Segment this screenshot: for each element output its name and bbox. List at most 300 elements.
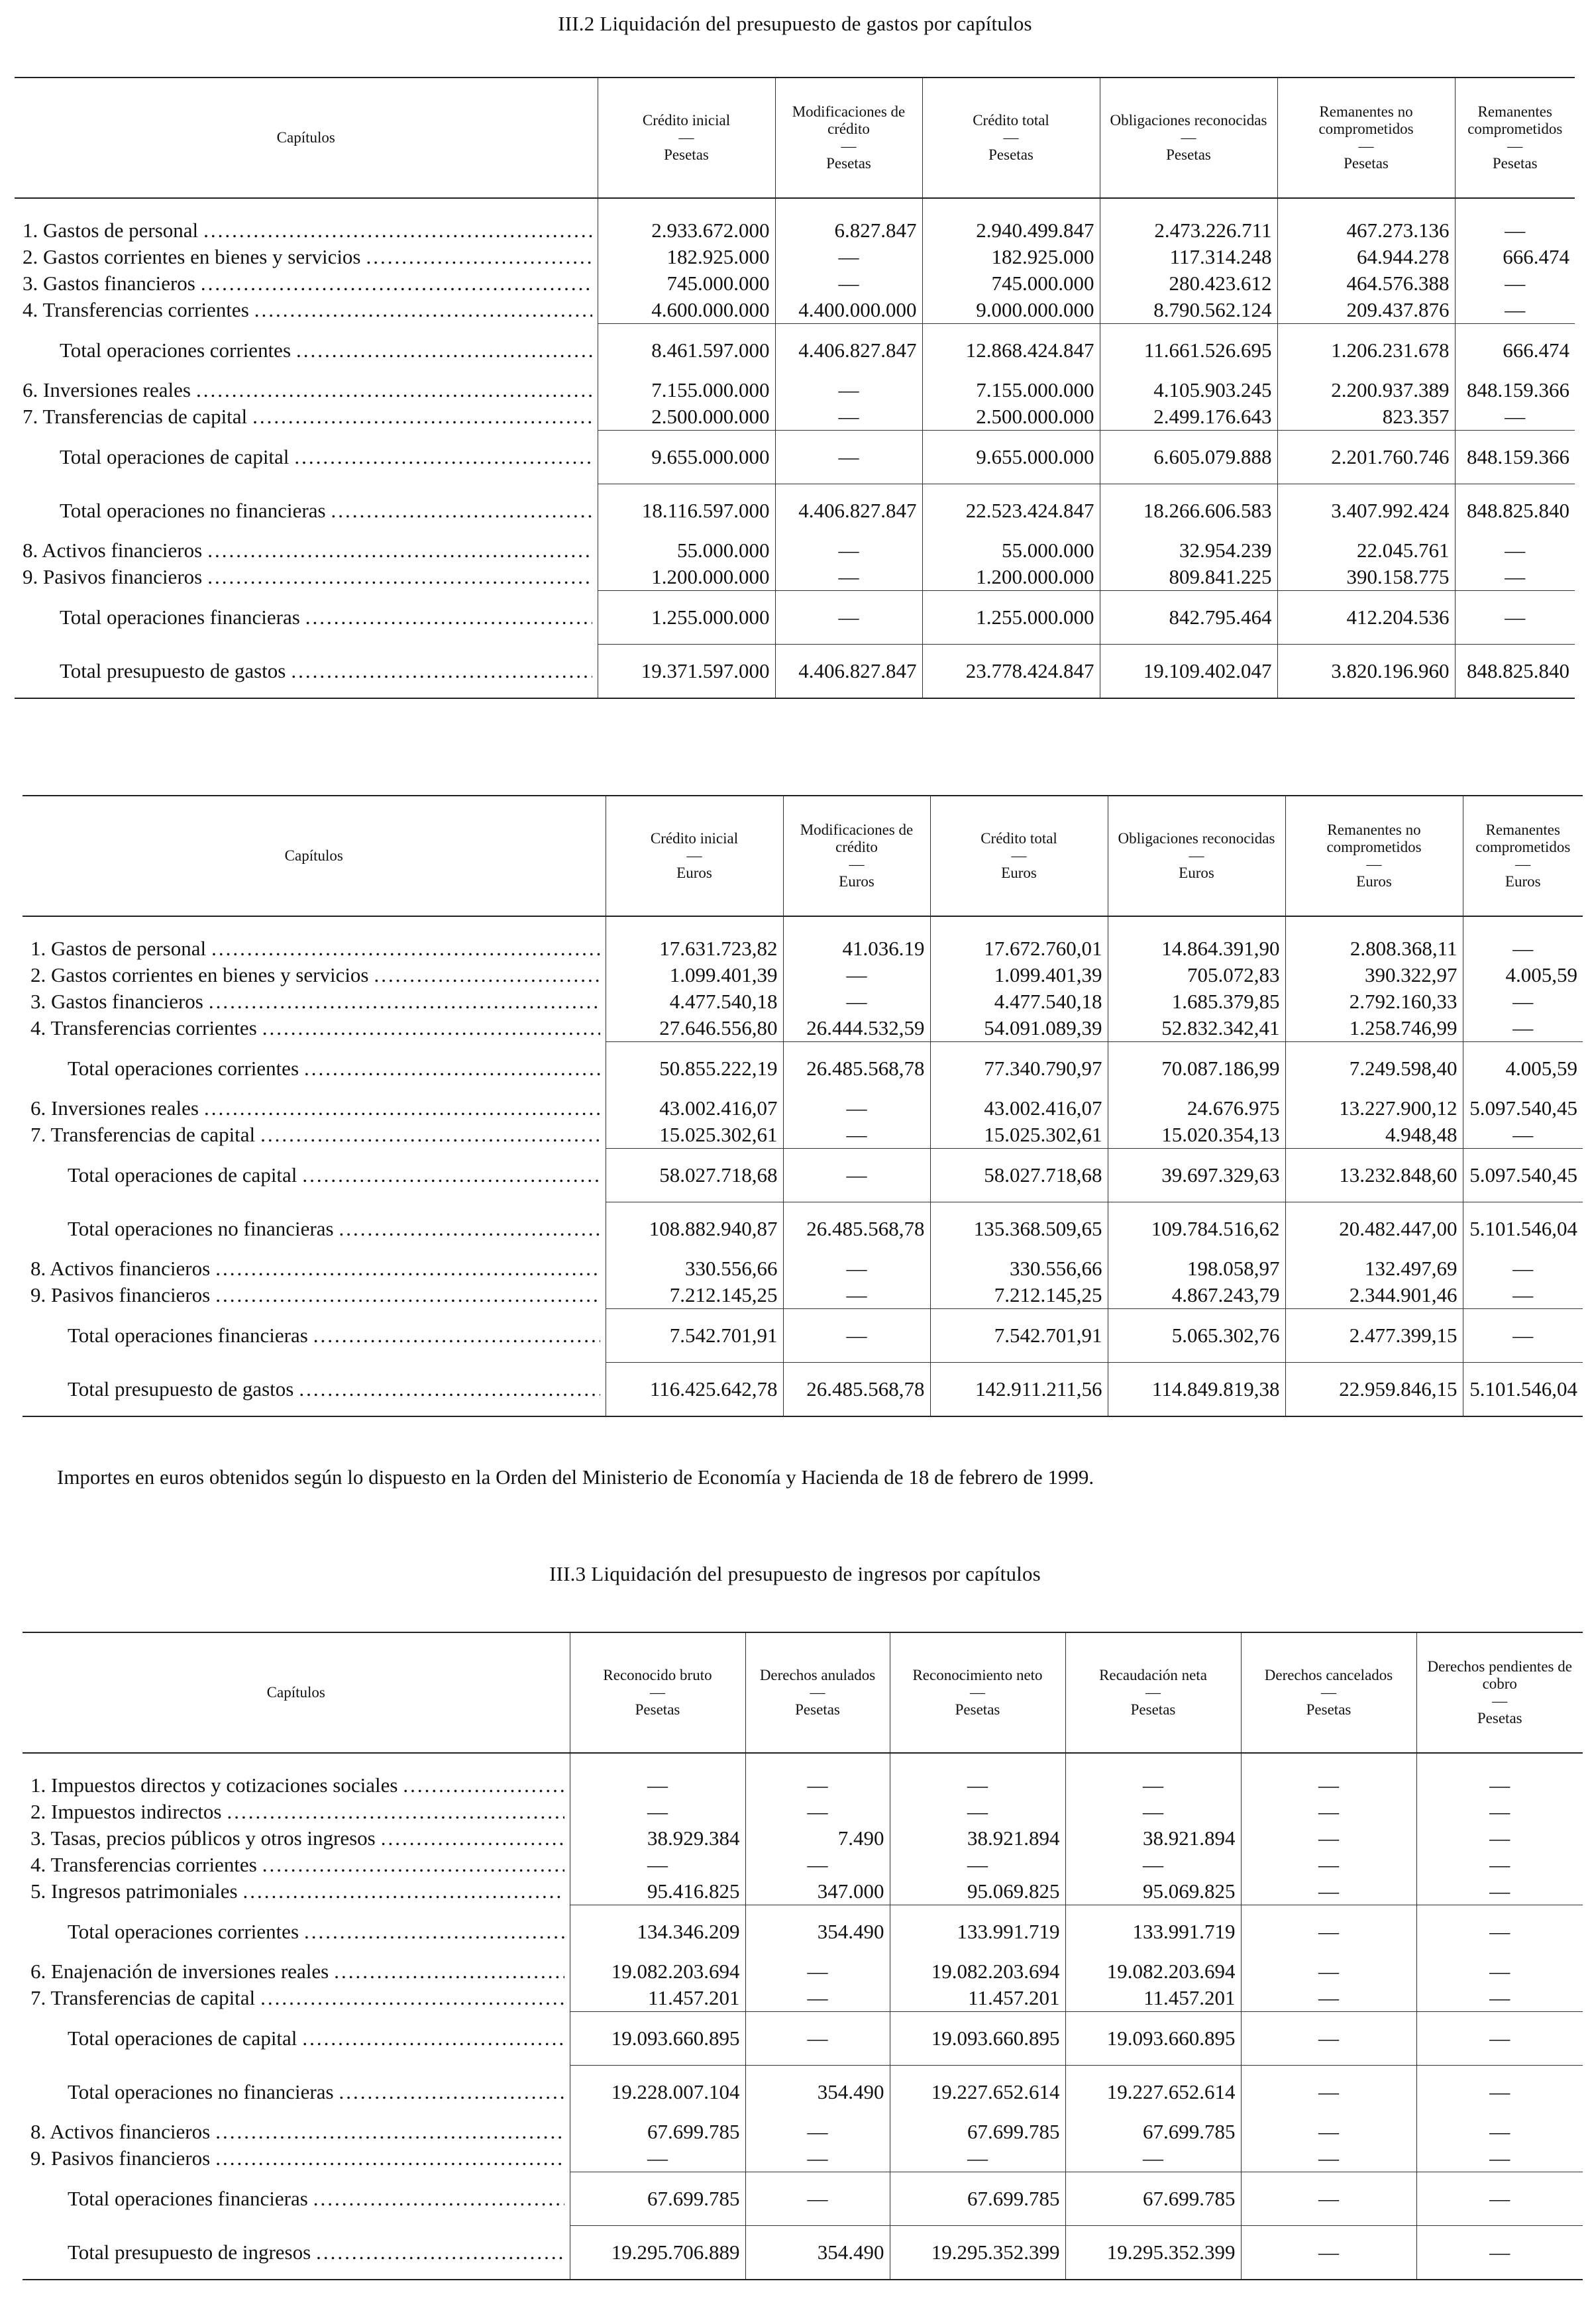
value-cell: 117.314.248	[1100, 244, 1277, 270]
table-row	[15, 564, 1575, 591]
leader-dots	[313, 2186, 564, 2212]
table-row	[23, 1799, 1583, 1825]
value-cell: —	[1241, 2145, 1416, 2172]
row-label-wrap	[68, 1919, 564, 1945]
row-label-wrap	[68, 1162, 600, 1188]
spacer-cell	[890, 1753, 1065, 1772]
table-row	[23, 1878, 1583, 1905]
value-cell: —	[775, 403, 922, 431]
row-label	[23, 2145, 570, 2172]
value-cell: —	[1416, 2226, 1583, 2280]
column-header-dash: —	[849, 856, 865, 872]
value-cell: 70.087.186,99	[1108, 1042, 1285, 1096]
row-label-text: Total operaciones corrientes	[68, 1919, 299, 1943]
row-label-wrap	[30, 1282, 600, 1308]
spacer-row	[23, 916, 1583, 935]
row-label-text: Total operaciones financieras	[68, 2187, 308, 2210]
value-cell: 109.784.516,62	[1108, 1202, 1285, 1256]
spacer-cell	[606, 916, 783, 935]
value-cell: 67.699.785	[890, 2119, 1065, 2145]
row-label	[15, 244, 598, 270]
value-cell: 55.000.000	[598, 537, 775, 564]
gastos-euros-table	[23, 795, 1583, 1417]
row-label-wrap	[30, 1852, 564, 1878]
spacer-row	[23, 1753, 1583, 1772]
row-label-text: 6. Inversiones reales	[30, 1096, 199, 1120]
value-cell: 848.825.840	[1455, 645, 1575, 699]
value-cell: —	[1416, 2145, 1583, 2172]
value-cell: 4.406.827.847	[775, 645, 922, 699]
row-label-text: Total operaciones no financieras	[68, 2080, 334, 2103]
row-label-wrap	[68, 1216, 600, 1242]
table-row	[23, 1122, 1583, 1149]
value-cell: —	[783, 1122, 930, 1149]
spacer-cell	[745, 1753, 890, 1772]
column-header-dash: —	[1507, 138, 1523, 154]
value-cell: 198.058,97	[1108, 1255, 1285, 1282]
value-cell: 209.437.876	[1277, 297, 1455, 324]
row-label	[23, 1042, 606, 1096]
row-label	[23, 1799, 570, 1825]
row-label	[15, 270, 598, 297]
table-row	[15, 403, 1575, 431]
row-label	[23, 935, 606, 962]
column-header-title: Modificaciones de crédito	[792, 103, 906, 137]
row-label-wrap	[68, 2239, 564, 2266]
leader-dots	[294, 444, 592, 470]
value-cell: 2.473.226.711	[1100, 217, 1277, 244]
spacer-cell	[1416, 1753, 1583, 1772]
value-cell: 4.477.540,18	[930, 988, 1108, 1015]
column-header-title: Obligaciones reconocidas	[1118, 830, 1275, 847]
value-cell: 9.655.000.000	[598, 431, 775, 484]
value-cell: 19.093.660.895	[890, 2012, 1065, 2066]
leader-dots	[299, 1376, 600, 1402]
value-cell: 26.485.568,78	[783, 1202, 930, 1256]
value-cell: —	[1416, 1878, 1583, 1905]
column-header	[1277, 78, 1455, 198]
value-cell: —	[1416, 1772, 1583, 1799]
column-header	[1455, 78, 1575, 198]
value-cell: —	[1463, 935, 1583, 962]
column-header-dash: —	[1011, 847, 1027, 864]
value-cell: 2.933.672.000	[598, 217, 775, 244]
value-cell: 7.155.000.000	[598, 377, 775, 403]
value-cell: —	[1455, 591, 1575, 645]
value-cell: 116.425.642,78	[606, 1363, 783, 1417]
row-label-wrap	[23, 270, 592, 297]
leader-dots	[203, 217, 592, 244]
value-cell: 95.069.825	[1065, 1878, 1241, 1905]
value-cell: 95.069.825	[890, 1878, 1065, 1905]
value-cell: 8.790.562.124	[1100, 297, 1277, 324]
row-label	[23, 2119, 570, 2145]
row-label-wrap	[23, 297, 592, 323]
row-label-text: Total operaciones de capital	[68, 2027, 297, 2050]
value-cell: 6.827.847	[775, 217, 922, 244]
value-cell: 22.959.846,15	[1285, 1363, 1463, 1417]
row-label	[15, 537, 598, 564]
row-label	[23, 1122, 606, 1149]
row-label	[23, 1309, 606, 1363]
column-header-dash: —	[1492, 1693, 1508, 1709]
row-label	[23, 1255, 606, 1282]
column-header-dash: —	[970, 1684, 985, 1701]
value-cell: 4.948,48	[1285, 1122, 1463, 1149]
spacer-cell	[1455, 198, 1575, 217]
row-label-wrap	[68, 1322, 600, 1349]
value-cell: 22.523.424.847	[922, 484, 1100, 538]
spacer-cell	[922, 198, 1100, 217]
row-label-text: 1. Impuestos directos y cotizaciones sociales	[30, 1773, 398, 1797]
value-cell: 2.477.399,15	[1285, 1309, 1463, 1363]
value-cell: —	[1416, 1799, 1583, 1825]
column-header-title: Capítulos	[266, 1684, 325, 1701]
value-cell: —	[783, 1255, 930, 1282]
value-cell: 5.101.546,04	[1463, 1363, 1583, 1417]
value-cell: 666.474	[1455, 324, 1575, 378]
row-label	[23, 2226, 570, 2280]
row-label-wrap	[68, 2025, 564, 2052]
row-label	[23, 2012, 570, 2066]
spacer-cell	[1463, 916, 1583, 935]
row-label	[23, 1095, 606, 1122]
value-cell: —	[1241, 1799, 1416, 1825]
leader-dots	[374, 962, 600, 988]
value-cell: 7.249.598,40	[1285, 1042, 1463, 1096]
row-label-text: Total presupuesto de gastos	[60, 659, 286, 682]
value-cell: 1.099.401,39	[606, 962, 783, 988]
leader-dots	[331, 498, 592, 524]
leader-dots	[215, 1282, 600, 1308]
value-cell: 842.795.464	[1100, 591, 1277, 645]
column-header-unit: Pesetas	[1477, 1710, 1522, 1726]
column-header-title: Remanentes comprometidos	[1467, 103, 1563, 137]
column-header-unit: Pesetas	[795, 1701, 840, 1718]
leader-dots	[339, 2079, 564, 2105]
column-header-unit: Pesetas	[1492, 155, 1538, 172]
row-label	[23, 1202, 606, 1256]
value-cell: —	[783, 988, 930, 1015]
value-cell: 182.925.000	[922, 244, 1100, 270]
leader-dots	[254, 297, 592, 323]
value-cell: 134.346.209	[570, 1905, 745, 1959]
value-cell: 354.490	[745, 2226, 890, 2280]
value-cell: —	[1463, 1282, 1583, 1309]
row-label-text: 1. Gastos de personal	[30, 937, 207, 960]
spacer-cell	[1277, 198, 1455, 217]
value-cell: 18.116.597.000	[598, 484, 775, 538]
value-cell: 22.045.761	[1277, 537, 1455, 564]
header-row	[15, 78, 1575, 198]
column-header	[606, 796, 783, 916]
value-cell: 58.027.718,68	[930, 1149, 1108, 1202]
value-cell: —	[1416, 2119, 1583, 2145]
value-cell: 9.655.000.000	[922, 431, 1100, 484]
value-cell: —	[775, 377, 922, 403]
value-cell: —	[745, 2145, 890, 2172]
value-cell: 15.020.354,13	[1108, 1122, 1285, 1149]
value-cell: 4.406.827.847	[775, 484, 922, 538]
leader-dots	[313, 1322, 600, 1349]
table-row	[15, 537, 1575, 564]
value-cell: 43.002.416,07	[930, 1095, 1108, 1122]
value-cell: 19.082.203.694	[570, 1958, 745, 1985]
value-cell: 4.600.000.000	[598, 297, 775, 324]
leader-dots	[207, 537, 592, 564]
column-header-capitulos	[23, 796, 606, 916]
row-label-text: 9. Pasivos financieros	[30, 2146, 211, 2170]
leader-dots	[252, 403, 592, 430]
column-header-dash: —	[1145, 1684, 1161, 1701]
ingresos-pesetas-table	[23, 1632, 1583, 2280]
row-label	[23, 1015, 606, 1042]
value-cell: —	[1241, 2012, 1416, 2066]
value-cell: 467.273.136	[1277, 217, 1455, 244]
value-cell: 7.542.701,91	[930, 1309, 1108, 1363]
column-header-unit: Pesetas	[1130, 1701, 1176, 1718]
column-header-dash: —	[1321, 1684, 1336, 1701]
row-label	[23, 1282, 606, 1309]
row-label-text: 9. Pasivos financieros	[23, 565, 203, 589]
value-cell: —	[783, 1095, 930, 1122]
column-header-unit: Pesetas	[664, 146, 709, 163]
value-cell: —	[1416, 1825, 1583, 1852]
value-cell: 8.461.597.000	[598, 324, 775, 378]
value-cell: 745.000.000	[598, 270, 775, 297]
value-cell: 19.371.597.000	[598, 645, 775, 699]
column-header-dash: —	[650, 1684, 665, 1701]
column-header-dash: —	[1358, 138, 1374, 154]
value-cell: —	[570, 1799, 745, 1825]
row-label-wrap	[60, 604, 592, 631]
value-cell: 55.000.000	[922, 537, 1100, 564]
value-cell: 330.556,66	[930, 1255, 1108, 1282]
value-cell: —	[570, 1852, 745, 1878]
leader-dots	[215, 1255, 600, 1282]
value-cell: 19.082.203.694	[1065, 1958, 1241, 1985]
table-row	[23, 2119, 1583, 2145]
value-cell: —	[1241, 2172, 1416, 2226]
value-cell: 2.940.499.847	[922, 217, 1100, 244]
value-cell: 108.882.940,87	[606, 1202, 783, 1256]
value-cell: 464.576.388	[1277, 270, 1455, 297]
row-label	[23, 1852, 570, 1878]
value-cell: —	[775, 564, 922, 591]
spacer-cell	[775, 198, 922, 217]
leader-dots	[304, 1919, 564, 1945]
row-label	[23, 1905, 570, 1959]
row-label-text: 9. Pasivos financieros	[30, 1283, 211, 1307]
column-header-dash: —	[1515, 856, 1531, 872]
table-header	[23, 1632, 1583, 1753]
table-row	[23, 2145, 1583, 2172]
value-cell: 4.477.540,18	[606, 988, 783, 1015]
value-cell: —	[1065, 1772, 1241, 1799]
column-header-title: Modificaciones de crédito	[800, 821, 914, 855]
value-cell: 2.200.937.389	[1277, 377, 1455, 403]
value-cell: —	[1455, 403, 1575, 431]
leader-dots	[207, 564, 592, 590]
column-header-title: Crédito total	[980, 830, 1057, 847]
column-header	[745, 1632, 890, 1753]
row-label-text: Total operaciones corrientes	[60, 338, 292, 362]
table-header	[23, 796, 1583, 916]
row-label-text: Total operaciones financieras	[68, 1324, 308, 1347]
value-cell: 133.991.719	[1065, 1905, 1241, 1959]
value-cell: —	[1065, 1852, 1241, 1878]
column-header-unit: Euros	[1505, 873, 1541, 890]
value-cell: 182.925.000	[598, 244, 775, 270]
table-row	[23, 1772, 1583, 1799]
value-cell: —	[1455, 297, 1575, 324]
total-row	[23, 2226, 1583, 2280]
row-label	[23, 1878, 570, 1905]
row-label	[15, 645, 598, 699]
row-label-text: 5. Ingresos patrimoniales	[30, 1879, 238, 1903]
row-label-wrap	[30, 1878, 564, 1905]
value-cell: 67.699.785	[570, 2119, 745, 2145]
value-cell: 95.416.825	[570, 1878, 745, 1905]
value-cell: 23.778.424.847	[922, 645, 1100, 699]
leader-dots	[304, 1055, 600, 1082]
value-cell: 67.699.785	[1065, 2119, 1241, 2145]
column-header-title: Remanentes no comprometidos	[1326, 821, 1422, 855]
value-cell: —	[745, 2012, 890, 2066]
value-cell: 27.646.556,80	[606, 1015, 783, 1042]
column-header	[1108, 796, 1285, 916]
value-cell: —	[1455, 217, 1575, 244]
row-label-wrap	[30, 1799, 564, 1825]
row-label-wrap	[30, 1985, 564, 2011]
row-label-wrap	[60, 658, 592, 684]
value-cell: —	[890, 1772, 1065, 1799]
row-label	[15, 377, 598, 403]
value-cell: —	[1241, 1852, 1416, 1878]
column-header-capitulos	[15, 78, 598, 198]
value-cell: —	[1241, 1958, 1416, 1985]
value-cell: 19.093.660.895	[1065, 2012, 1241, 2066]
value-cell: 12.868.424.847	[922, 324, 1100, 378]
value-cell: 15.025.302,61	[930, 1122, 1108, 1149]
table-header	[15, 78, 1575, 198]
row-label-wrap	[23, 564, 592, 590]
column-header-dash: —	[686, 847, 702, 864]
row-label-text: Total presupuesto de gastos	[68, 1377, 294, 1400]
row-label-wrap	[23, 244, 592, 270]
value-cell: 354.490	[745, 2066, 890, 2119]
column-header-dash: —	[810, 1684, 825, 1701]
value-cell: 848.825.840	[1455, 484, 1575, 538]
row-label-wrap	[23, 537, 592, 564]
row-label-text: Total operaciones de capital	[60, 445, 290, 468]
column-header-title: Reconocido bruto	[603, 1667, 712, 1683]
total-row	[15, 645, 1575, 699]
value-cell: 412.204.536	[1277, 591, 1455, 645]
column-header-title: Crédito total	[973, 112, 1049, 129]
value-cell: —	[570, 2145, 745, 2172]
value-cell: 5.101.546,04	[1463, 1202, 1583, 1256]
column-header-title: Capítulos	[284, 847, 343, 864]
value-cell: 26.485.568,78	[783, 1042, 930, 1096]
value-cell: 1.200.000.000	[922, 564, 1100, 591]
value-cell: 848.159.366	[1455, 377, 1575, 403]
value-cell: —	[775, 244, 922, 270]
table-row	[15, 270, 1575, 297]
row-label-text: 3. Gastos financieros	[30, 990, 203, 1013]
leader-dots	[209, 988, 600, 1015]
column-header-title: Remanentes comprometidos	[1475, 821, 1571, 855]
column-header-unit: Pesetas	[1344, 155, 1389, 172]
row-label-text: 8. Activos financieros	[30, 1257, 211, 1280]
column-header	[1241, 1632, 1416, 1753]
column-header-title: Remanentes no comprometidos	[1318, 103, 1414, 137]
row-label	[23, 962, 606, 988]
value-cell: 280.423.612	[1100, 270, 1277, 297]
value-cell: 4.400.000.000	[775, 297, 922, 324]
column-header-unit: Pesetas	[1306, 1701, 1352, 1718]
total-row	[23, 2012, 1583, 2066]
total-row	[23, 1202, 1583, 1256]
value-cell: —	[1463, 1015, 1583, 1042]
row-label-text: 7. Transferencias de capital	[23, 405, 248, 429]
column-header-unit: Euros	[839, 873, 874, 890]
row-label	[23, 1149, 606, 1202]
table-body	[23, 916, 1583, 1416]
value-cell: —	[775, 591, 922, 645]
column-header-dash: —	[1189, 847, 1204, 864]
column-header	[1416, 1632, 1583, 1753]
value-cell: —	[1241, 2066, 1416, 2119]
value-cell: 354.490	[745, 1905, 890, 1959]
leader-dots	[262, 1852, 564, 1878]
value-cell: 17.672.760,01	[930, 935, 1108, 962]
column-header-unit: Pesetas	[1166, 146, 1211, 163]
value-cell: 19.295.706.889	[570, 2226, 745, 2280]
value-cell: —	[745, 2172, 890, 2226]
row-label-text: Total operaciones corrientes	[68, 1056, 299, 1080]
value-cell: 15.025.302,61	[606, 1122, 783, 1149]
value-cell: 19.227.652.614	[890, 2066, 1065, 2119]
value-cell: 13.232.848,60	[1285, 1149, 1463, 1202]
total-row	[15, 591, 1575, 645]
value-cell: —	[570, 1772, 745, 1799]
value-cell: 38.921.894	[890, 1825, 1065, 1852]
leader-dots	[215, 2119, 564, 2145]
spacer-cell	[1241, 1753, 1416, 1772]
value-cell: 2.201.760.746	[1277, 431, 1455, 484]
spacer-cell	[23, 1753, 570, 1772]
value-cell: 1.099.401,39	[930, 962, 1108, 988]
value-cell: —	[775, 270, 922, 297]
value-cell: 24.676.975	[1108, 1095, 1285, 1122]
value-cell: 1.206.231.678	[1277, 324, 1455, 378]
column-header-title: Derechos cancelados	[1264, 1667, 1393, 1683]
table-body	[15, 198, 1575, 698]
column-header-unit: Euros	[1001, 865, 1037, 881]
value-cell: —	[1241, 1985, 1416, 2012]
row-label	[15, 564, 598, 591]
value-cell: 330.556,66	[606, 1255, 783, 1282]
leader-dots	[196, 377, 592, 403]
table-row	[15, 297, 1575, 324]
leader-dots	[215, 2145, 564, 2172]
value-cell: 39.697.329,63	[1108, 1149, 1285, 1202]
value-cell: —	[745, 2119, 890, 2145]
leader-dots	[262, 1015, 600, 1041]
row-label-text: 8. Activos financieros	[23, 539, 203, 562]
ingresos-title: III.3 Liquidación del presupuesto de ingresos por capítulos	[549, 1562, 1041, 1585]
